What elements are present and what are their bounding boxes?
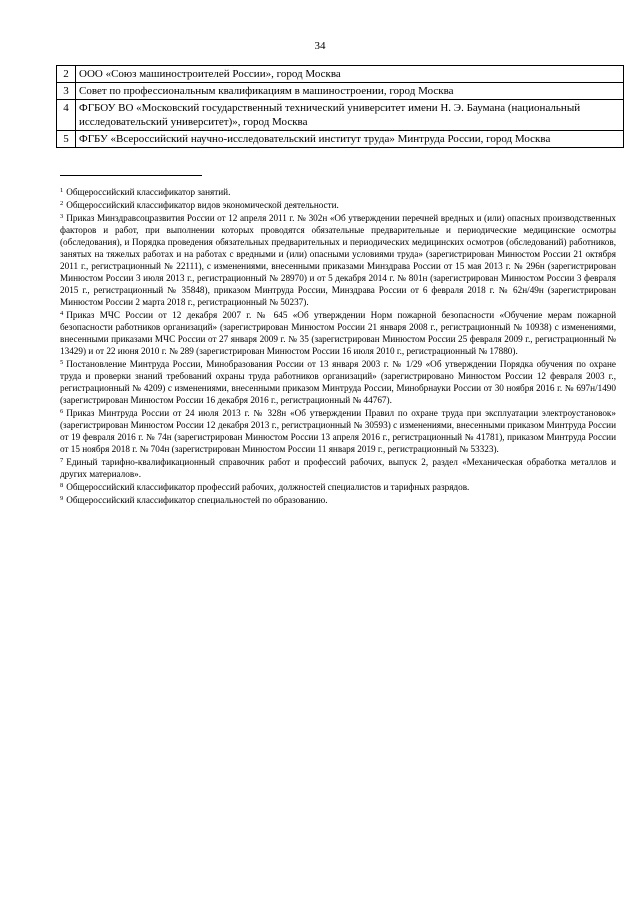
- row-number: 3: [57, 83, 76, 100]
- footnote-number: 3: [60, 213, 64, 220]
- organizations-table: [56, 65, 624, 148]
- footnote-number: 4: [60, 310, 64, 317]
- footnote-text: Приказ Минтруда России от 24 июля 2013 г. № 328н «Об утверждении Правил по охране труда при эксплуатации электроустановок» (зарегистрирован Минюстом России 12 декабря 2013 г., регистрационный № 30593) с изменениями, внесенными приказом Минтруда России от 19 февраля 2016 г. № 74н (зарегистрирован Минюстом России 13 апреля 2016 г., регистрационный № 41781), приказом Минтруда России от 15 ноября 2018 г. № 704н (зарегистрирован Минюстом России 11 января 2019 г., регистрационный № 53323).: [60, 408, 616, 454]
- footnote: [60, 185, 616, 198]
- footnote-text: Общероссийский классификатор профессий рабочих, должностей специалистов и тарифных разрядов.: [66, 482, 470, 492]
- footnote: [60, 406, 616, 455]
- footnote-number: 2: [60, 200, 64, 207]
- footnote-number: 8: [60, 482, 64, 489]
- footnote-number: 9: [60, 495, 64, 502]
- footnotes: [60, 185, 616, 506]
- footnote: [60, 455, 616, 480]
- footnote-text: Приказ Минздравсоцразвития России от 12 апреля 2011 г. № 302н «Об утверждении перечней вредных и (или) опасных производственных факторов и работ, при выполнении которых проводятся обязательные предварительные и периодические медицинские осмотры (обследования), и Порядка проведения обязательных предварительных и периодических медицинских осмотров (обследований) работников, занятых на тяжелых работах и на работах с вредными и (или) опасными условиями труда» (зарегистрирован Минюстом России 21 октября 2011 г., регистрационный № 22111), с изменениями, внесенными приказами Минздрава России от 15 мая 2013 г. № 296н (зарегистрирован Минюстом России 3 июля 2013 г., регистрационный № 28970) и от 5 декабря 2014 г. № 801н (зарегистрирован Минюстом России 3 февраля 2015 г., регистрационный № 35848), приказом Минтруда России, Минздрава России от 6 февраля 2018 г. № 62н/49н (зарегистрирован Минюстом России 2 марта 2018 г., регистрационный № 50237).: [60, 213, 616, 307]
- footnote-separator: [60, 175, 202, 176]
- footnote: [60, 198, 616, 211]
- footnote: [60, 480, 616, 493]
- table-row: [57, 66, 624, 83]
- footnote-number: 6: [60, 408, 64, 415]
- row-text: ФГБУ «Всероссийский научно-исследовательский институт труда» Минтруда России, город Москва: [76, 131, 624, 148]
- footnote-text: Общероссийский классификатор занятий.: [66, 187, 231, 197]
- table-row: [57, 131, 624, 148]
- footnote: [60, 308, 616, 357]
- table-row: [57, 83, 624, 100]
- row-number: 5: [57, 131, 76, 148]
- footnote-text: Единый тарифно-квалификационный справочник работ и профессий рабочих, выпуск 2, раздел «Механическая обработка металлов и других материалов».: [60, 457, 616, 479]
- row-text: ФГБОУ ВО «Московский государственный технический университет имени Н. Э. Баумана (национальный исследовательский университет)», город Москва: [76, 100, 624, 131]
- page-number: 34: [314, 40, 326, 52]
- footnote-number: 7: [60, 457, 64, 464]
- table-row: [57, 100, 624, 131]
- row-number: 2: [57, 66, 76, 83]
- footnote-number: 1: [60, 187, 64, 194]
- row-number: 4: [57, 100, 76, 131]
- footnote: [60, 357, 616, 406]
- footnote: [60, 211, 616, 308]
- footnote: [60, 493, 616, 506]
- footnote-text: Общероссийский классификатор специальностей по образованию.: [66, 495, 328, 505]
- footnote-number: 5: [60, 359, 64, 366]
- footnote-text: Постановление Минтруда России, Минобразования России от 13 января 2003 г. № 1/29 «Об утверждении Порядка обучения по охране труда и проверки знаний требований охраны труда работников организаций» (зарегистрировано Минюстом России 12 февраля 2003 г., регистрационный № 4209) с изменениями, внесенными приказом Минтруда России, Минобрнауки России от 30 ноября 2016 г. № 697н/1490 (зарегистрирован Минюстом России 16 декабря 2016 г., регистрационный № 44767).: [60, 359, 616, 405]
- footnote-text: Приказ МЧС России от 12 декабря 2007 г. № 645 «Об утверждении Норм пожарной безопасности «Обучение мерам пожарной безопасности работников организаций» (зарегистрирован Минюстом России 21 января 2008 г., регистрационный № 10938) с изменениями, внесенными приказами МЧС России от 27 января 2009 г. № 35 (зарегистрирован Минюстом России 25 февраля 2009 г., регистрационный № 13429) и от 22 июня 2010 г. № 289 (зарегистрирован Минюстом России 16 июля 2010 г., регистрационный № 17880).: [60, 310, 616, 356]
- footnote-text: Общероссийский классификатор видов экономической деятельности.: [66, 200, 339, 210]
- row-text: ООО «Союз машиностроителей России», город Москва: [76, 66, 624, 83]
- row-text: Совет по профессиональным квалификациям в машиностроении, город Москва: [76, 83, 624, 100]
